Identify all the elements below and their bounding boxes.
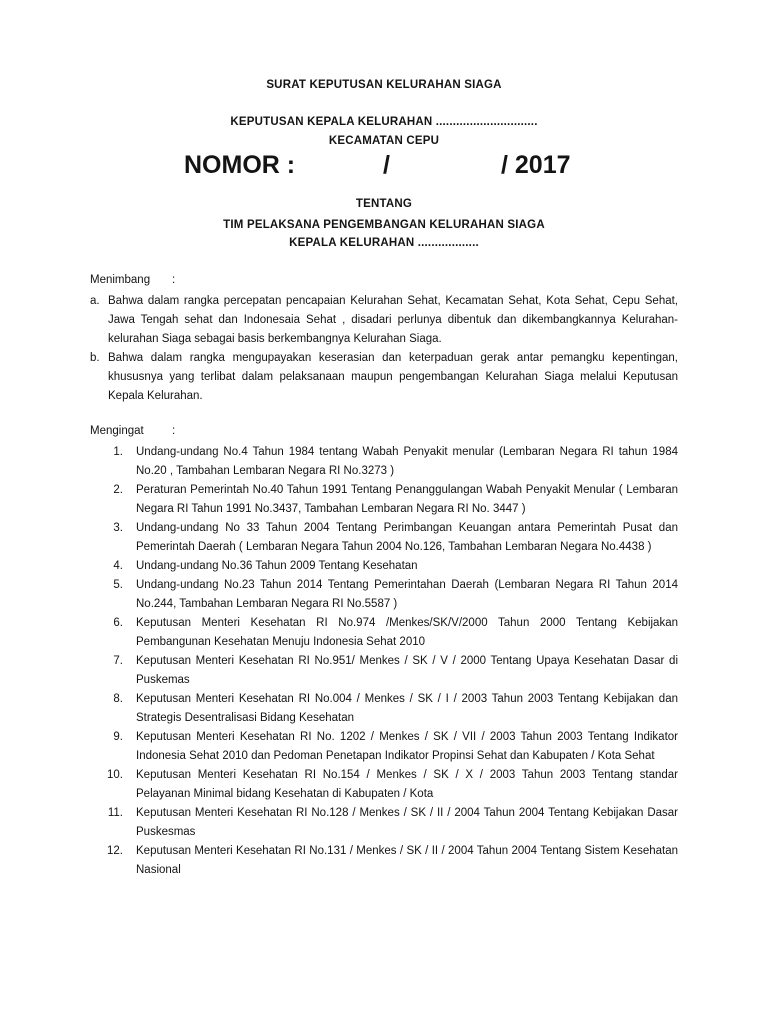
nomor-slash: / [383,151,390,179]
mengingat-list [90,443,678,880]
item-number: 4. [113,560,123,572]
item-text: Undang-undang No.36 Tahun 2009 Tentang Kesehatan [136,560,418,572]
menimbang-text: Bahwa dalam rangka mengupayakan keserasian dan keterpaduan gerak antar pemangku kepentingan, khususnya yang terlibat dalam pelaksanaan maupun pengembangan Kelurahan Siaga melalui Keputusan Kepala Kelurahan. [108,352,678,402]
item-number: 12. [107,845,123,857]
menimbang-list [90,292,678,406]
list-item [90,766,678,804]
tentang-heading: TENTANG [355,198,413,210]
item-number: 3. [113,522,123,534]
item-text: Keputusan Menteri Kesehatan RI No.154 / Menkes / SK / X / 2003 Tahun 2003 Tentang standar Pelayanan Minimal bidang Kesehatan di Kabupaten / Kota [136,769,678,800]
list-item [90,690,678,728]
list-item [90,842,678,880]
menimbang-item [90,292,678,349]
mengingat-colon: : [172,425,176,437]
district-line: KECAMATAN CEPU [328,135,440,147]
item-number: 7. [113,655,123,667]
list-item [90,557,678,576]
subject-heading: TIM PELAKSANA PENGEMBANGAN KELURAHAN SIAGA [223,219,545,231]
item-text: Undang-undang No 33 Tahun 2004 Tentang Perimbangan Keuangan antara Pemerintah Pusat dan Pemerintah Daerah ( Lembaran Negara Tahun 2004 No.126, Tambahan Lembaran Negara No.4438 ) [136,522,678,553]
item-text: Keputusan Menteri Kesehatan RI No.951/ Menkes / SK / V / 2000 Tentang Upaya Kesehatan Dasar di Puskemas [136,655,678,686]
list-item [90,519,678,557]
item-number: 2. [113,484,123,496]
item-number: 11. [107,807,123,819]
list-item [90,652,678,690]
item-text: Keputusan Menteri Kesehatan RI No.974 /Menkes/SK/V/2000 Tahun 2000 Tentang Kebijakan Pembangunan Kesehatan Menuju Indonesia Sehat 2010 [136,617,678,648]
list-item [90,443,678,481]
menimbang-label-text: Menimbang [90,274,151,286]
item-text: Keputusan Menteri Kesehatan RI No.128 / Menkes / SK / II / 2004 Tahun 2004 Tentang Kebijakan Dasar Puskesmas [136,807,678,838]
item-text: Undang-undang No.4 Tahun 1984 tentang Wabah Penyakit menular (Lembaran Negara RI tahun 1984 No.20 , Tambahan Lembaran Negara RI No.3273 ) [136,446,678,477]
list-item [90,481,678,519]
decision-line: KEPUTUSAN KEPALA KELURAHAN .............................. [230,116,538,128]
item-number: 8. [113,693,123,705]
list-item [90,728,678,766]
mengingat-label-text: Mengingat [90,425,144,437]
head-line: KEPALA KELURAHAN .................. [289,237,479,249]
menimbang-marker: a. [90,295,100,307]
item-number: 1. [113,446,123,458]
document-title: SURAT KEPUTUSAN KELURAHAN SIAGA [266,79,502,91]
menimbang-item [90,349,678,406]
menimbang-label [90,274,176,286]
item-text: Keputusan Menteri Kesehatan RI No. 1202 / Menkes / SK / VII / 2003 Tahun 2003 Tentang Indikator Indonesia Sehat 2010 dan Pedoman Penetapan Indikator Propinsi Sehat dan Kabupaten / Kota Sehat [136,731,678,762]
item-text: Undang-undang No.23 Tahun 2014 Tentang Pemerintahan Daerah (Lembaran Negara RI Tahun 2014 No.244, Tambahan Lembaran Negara RI No.5587 ) [136,579,678,610]
item-number: 5. [113,579,123,591]
item-number: 10. [107,769,123,781]
nomor-year: / 2017 [501,151,571,179]
list-item [90,804,678,842]
menimbang-colon: : [172,274,176,286]
menimbang-marker: b. [90,352,100,364]
item-number: 6. [113,617,123,629]
list-item [90,614,678,652]
item-text: Peraturan Pemerintah No.40 Tahun 1991 Tentang Penanggulangan Wabah Penyakit Menular ( Lembaran Negara RI Tahun 1991 No.3437, Tambahan Lembaran Negara RI No. 3447 ) [136,484,678,515]
item-text: Keputusan Menteri Kesehatan RI No.131 / Menkes / SK / II / 2004 Tahun 2004 Tentang Sistem Kesehatan Nasional [136,845,678,876]
list-item [90,576,678,614]
nomor-label: NOMOR : [184,151,296,179]
decree-number [0,151,768,187]
item-number: 9. [113,731,123,743]
mengingat-label [90,425,176,437]
item-text: Keputusan Menteri Kesehatan RI No.004 / Menkes / SK / I / 2003 Tahun 2003 Tentang Kebijakan dan Strategis Desentralisasi Bidang Kesehatan [136,693,678,724]
menimbang-text: Bahwa dalam rangka percepatan pencapaian Kelurahan Sehat, Kecamatan Sehat, Kota Sehat, Cepu Sehat, Jawa Tengah sehat dan Indonesaia Sehat , disadari perlunya dibentuk dan dikembangkannya Kelurahan-kelurahan Siaga sebagai basis berkembangnya Kelurahan Siaga. [108,295,678,345]
